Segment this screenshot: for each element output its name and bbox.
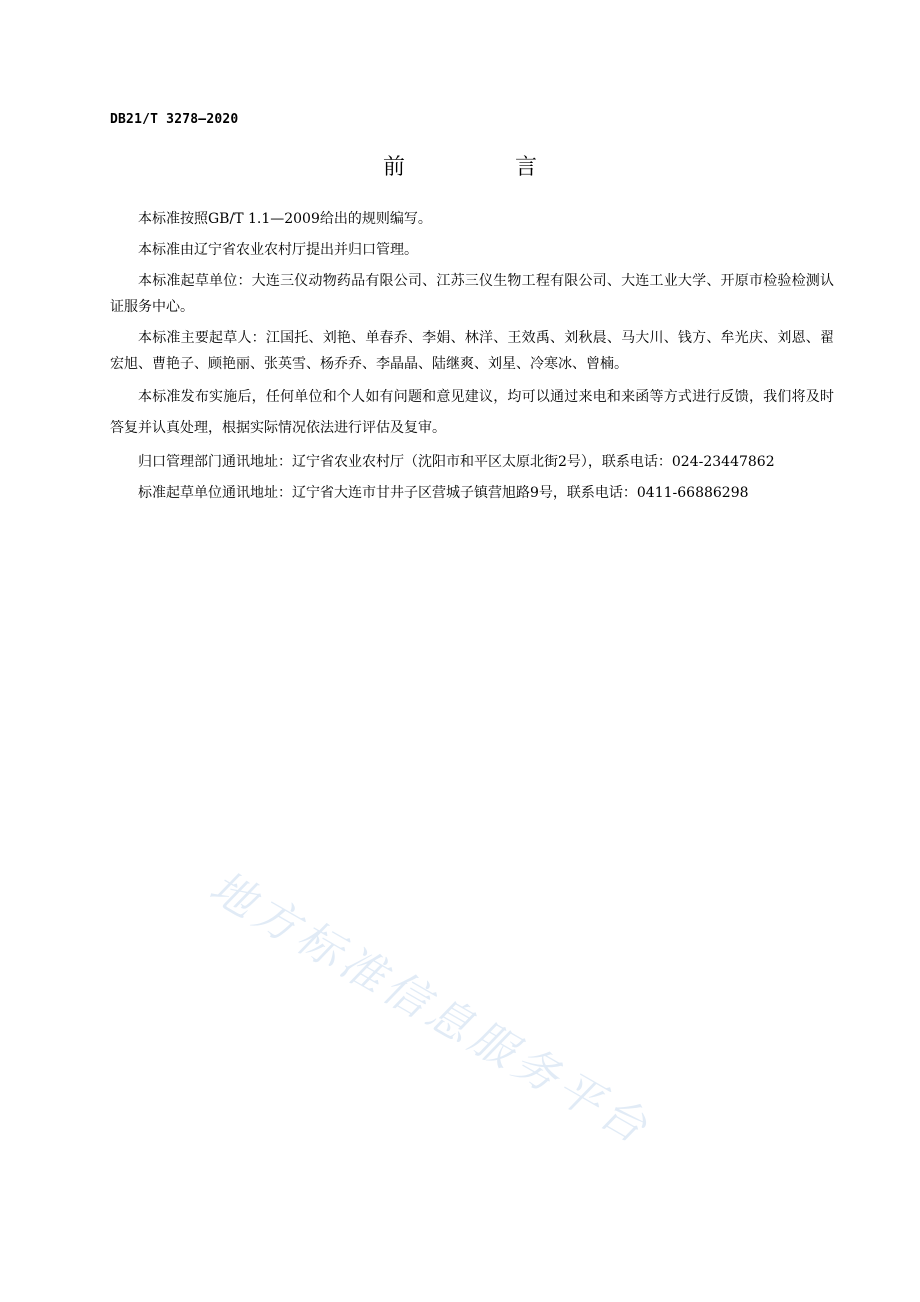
paragraph-drafters: 本标准主要起草人：江国托、刘艳、单春乔、李娟、林洋、王效禹、刘秋晨、马大川、钱方、牟光庆、刘恩、翟宏旭、曹艳子、顾艳丽、张英雪、杨乔乔、李晶晶、陆继爽、刘星、冷寒冰、曾楠。 xyxy=(110,330,834,372)
paragraph-drafting-units: 本标准起草单位：大连三仪动物药品有限公司、江苏三仪生物工程有限公司、大连工业大学、开原市检验检测认证服务中心。 xyxy=(110,273,834,315)
foreword-body xyxy=(110,206,834,511)
paragraph-authority-address: 归口管理部门通讯地址：辽宁省农业农村厅（沈阳市和平区太原北街2号），联系电话：024-23447862 xyxy=(138,454,775,470)
paragraph-drafter-address: 标准起草单位通讯地址：辽宁省大连市甘井子区营城子镇营旭路9号，联系电话：0411-66886298 xyxy=(138,485,749,501)
paragraph-proposer: 本标准由辽宁省农业农村厅提出并归口管理。 xyxy=(138,242,418,258)
page-title: 前 言 xyxy=(382,155,581,180)
standard-code: DB21/T 3278—2020 xyxy=(110,112,239,127)
paragraph-feedback: 本标准发布实施后，任何单位和个人如有问题和意见建议，均可以通过来电和来函等方式进行反馈，我们将及时答复并认真处理，根据实际情况依法进行评估及复审。 xyxy=(110,389,834,436)
paragraph-drafting-rules: 本标准按照GB/T 1.1—2009给出的规则编写。 xyxy=(138,211,432,227)
watermark: 地方标准信息服务平台 xyxy=(201,861,660,1156)
